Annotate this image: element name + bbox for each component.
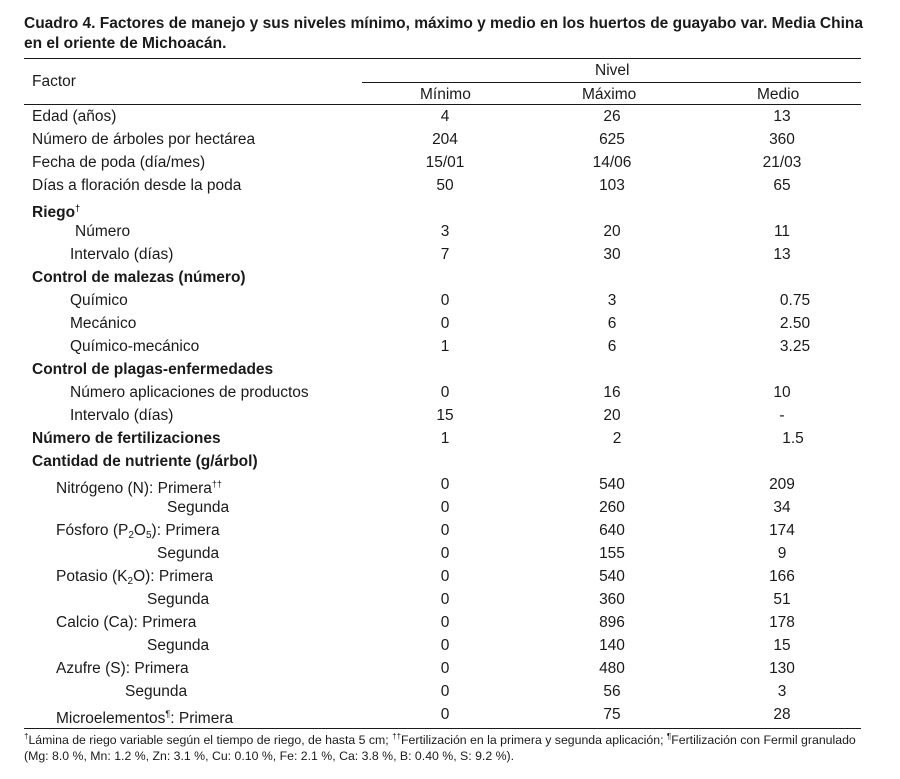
cell-max: 155 — [599, 545, 625, 562]
row-label: Químico-mecánico — [70, 338, 200, 355]
cell-med: 3 — [777, 683, 787, 700]
cell-med: - — [779, 407, 785, 424]
cell-max: 103 — [599, 177, 625, 194]
row-label: Segunda — [157, 545, 220, 562]
row-label: Segunda — [167, 499, 230, 516]
footnote-mark: † — [24, 732, 29, 741]
cell-med: 360 — [769, 131, 795, 148]
cell-min: 0 — [440, 384, 450, 401]
cell-min: 15/01 — [425, 154, 465, 171]
table-row — [0, 289, 900, 312]
cell-max: 360 — [599, 591, 625, 608]
table-row — [0, 519, 900, 542]
row-label: Microelementos¶: Primera — [56, 709, 234, 727]
cell-max: 75 — [603, 706, 621, 723]
section-label: Riego† — [32, 203, 81, 221]
cell-med: 2.50 — [779, 315, 811, 332]
table-row — [0, 703, 900, 726]
cell-max: 3 — [607, 292, 617, 309]
cell-med: 166 — [769, 568, 795, 585]
cell-max: 540 — [599, 568, 625, 585]
cell-max: 6 — [607, 315, 617, 332]
footnote-mark: ¶ — [165, 709, 171, 719]
section-label: Control de plagas-enfermedades — [32, 361, 274, 378]
table-row — [0, 105, 900, 128]
cell-min: 50 — [436, 177, 454, 194]
table-row-section — [0, 358, 900, 381]
table-row — [0, 151, 900, 174]
row-label: Potasio $(K_2O)$: Primera — [56, 568, 214, 587]
table-row — [0, 588, 900, 611]
row-label: Días a floración desde la poda — [32, 177, 242, 194]
row-label: Fósforo $(P_2O_5)$: Primera — [56, 522, 220, 541]
table-row — [0, 473, 900, 496]
header-medio: Medio — [757, 86, 800, 103]
cell-max: 26 — [603, 108, 621, 125]
cell-med: 10 — [773, 384, 791, 401]
cell-max: 540 — [599, 476, 625, 493]
table-row — [0, 634, 900, 657]
cell-max: 30 — [603, 246, 621, 263]
cell-max: 56 — [603, 683, 621, 700]
cell-min: 0 — [440, 292, 450, 309]
cell-max: 260 — [599, 499, 625, 516]
row-label: Número — [75, 223, 131, 240]
cell-min: 15 — [436, 407, 454, 424]
cell-med: 209 — [769, 476, 795, 493]
cell-min: 0 — [440, 522, 450, 539]
cell-med: 1.5 — [782, 430, 804, 447]
cell-med: 34 — [773, 499, 791, 516]
table-row — [0, 243, 900, 266]
cell-med: 15 — [773, 637, 791, 654]
table-row — [0, 174, 900, 197]
cell-max: 640 — [599, 522, 625, 539]
table-row — [0, 657, 900, 680]
table-footnote: †Lámina de riego variable según el tiempo de riego, de hasta 5 cm; ††Fertilización en la primera y segunda aplicación; ¶Fertilización con Fermil granulado (Mg: 8.0 %, Mn: 1.2 %, Zn: 3.1 %, Cu: 0.10 %, Fe: 2.1 %, Ca: 3.8 %, B: 0.40 %, S: 9.2 %). — [24, 732, 856, 763]
cell-max: 625 — [599, 131, 625, 148]
cell-max: 896 — [599, 614, 625, 631]
cell-min: 4 — [440, 108, 450, 125]
row-label: Número de fertilizaciones — [32, 430, 221, 447]
cell-min: 0 — [440, 568, 450, 585]
header-nivel: Nivel — [595, 62, 630, 79]
nivel-rule — [362, 82, 861, 83]
footnote-mark: † — [75, 203, 81, 213]
cell-min: 0 — [440, 315, 450, 332]
cell-med: 178 — [769, 614, 795, 631]
cell-max: 14/06 — [592, 154, 632, 171]
header-maximo: Máximo — [582, 86, 637, 103]
table-row — [0, 220, 900, 243]
header-factor: Factor — [32, 73, 76, 90]
table-row-section — [0, 197, 900, 220]
header-minimo: Mínimo — [420, 86, 471, 103]
cell-max: 2 — [612, 430, 622, 447]
cell-max: 480 — [599, 660, 625, 677]
row-label: Intervalo (días) — [70, 407, 174, 424]
cell-min: 1 — [440, 430, 450, 447]
table-row — [0, 680, 900, 703]
cell-max: 16 — [603, 384, 621, 401]
cell-med: 28 — [773, 706, 791, 723]
cell-max: 20 — [603, 407, 621, 424]
cell-min: 204 — [432, 131, 458, 148]
cell-min: 0 — [440, 499, 450, 516]
cell-med: 9 — [777, 545, 787, 562]
table-row — [0, 427, 900, 450]
section-label: Cantidad de nutriente (g/árbol) — [32, 453, 258, 470]
footnote-mark: †† — [211, 479, 222, 489]
cell-med: 130 — [769, 660, 795, 677]
footnote-mark: †† — [392, 732, 402, 741]
row-label: Número de árboles por hectárea — [32, 131, 256, 148]
table-row-section — [0, 450, 900, 473]
cell-med: 11 — [773, 223, 791, 240]
footnote-mark: ¶ — [666, 732, 672, 741]
row-label: Segunda — [147, 637, 210, 654]
table-row — [0, 404, 900, 427]
cell-min: 0 — [440, 614, 450, 631]
table-row — [0, 312, 900, 335]
cell-min: 0 — [440, 683, 450, 700]
cell-min: 3 — [440, 223, 450, 240]
cell-min: 0 — [440, 476, 450, 493]
cell-med: 13 — [773, 108, 791, 125]
cell-min: 0 — [440, 706, 450, 723]
cell-med: 21/03 — [762, 154, 802, 171]
row-label: Calcio (Ca): Primera — [56, 614, 197, 631]
cell-min: 0 — [440, 545, 450, 562]
cell-med: 51 — [773, 591, 791, 608]
table-row — [0, 496, 900, 519]
row-label: Segunda — [125, 683, 188, 700]
cell-min: 0 — [440, 591, 450, 608]
cell-med: 0.75 — [779, 292, 811, 309]
row-label: Intervalo (días) — [70, 246, 174, 263]
cell-min: 0 — [440, 660, 450, 677]
cell-med: 174 — [769, 522, 795, 539]
cell-med: 3.25 — [779, 338, 811, 355]
cell-max: 6 — [607, 338, 617, 355]
row-label: Edad (años) — [32, 108, 117, 125]
table-row — [0, 335, 900, 358]
row-label: Segunda — [147, 591, 210, 608]
cell-max: 140 — [599, 637, 625, 654]
row-label: Número aplicaciones de productos — [70, 384, 309, 401]
table-caption: Cuadro 4. Factores de manejo y sus niveles mínimo, máximo y medio en los huertos de guayabo var. Media China en el oriente de Michoacán. — [24, 15, 863, 52]
cell-med: 13 — [773, 246, 791, 263]
table-row — [0, 542, 900, 565]
section-label: Control de malezas (número) — [32, 269, 246, 286]
row-label: Mecánico — [70, 315, 137, 332]
row-label: Fecha de poda (día/mes) — [32, 154, 206, 171]
cell-min: 7 — [440, 246, 450, 263]
cell-med: 65 — [773, 177, 791, 194]
row-label: Nitrógeno (N): Primera†† — [56, 479, 222, 497]
cell-max: 20 — [603, 223, 621, 240]
row-label: Químico — [70, 292, 128, 309]
cell-min: 1 — [440, 338, 450, 355]
row-label: Azufre (S): Primera — [56, 660, 189, 677]
table-row-section — [0, 266, 900, 289]
top-rule — [24, 58, 861, 59]
cell-min: 0 — [440, 637, 450, 654]
table-row — [0, 565, 900, 588]
table-row — [0, 611, 900, 634]
table-row — [0, 128, 900, 151]
table-row — [0, 381, 900, 404]
